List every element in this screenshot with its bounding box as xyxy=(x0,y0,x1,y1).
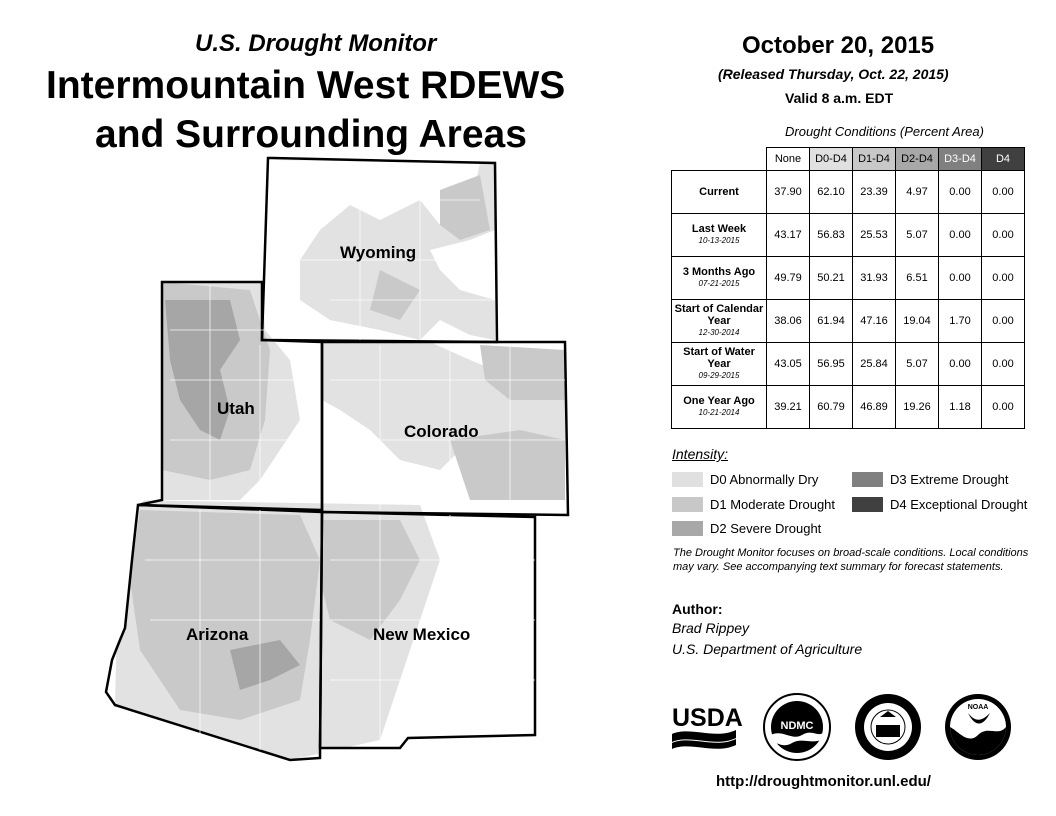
legend-item-d4 xyxy=(852,497,1027,512)
row-label-date: 12-30-2014 xyxy=(698,328,740,337)
row-label-date: 09-29-2015 xyxy=(698,371,740,380)
table-row xyxy=(672,214,1025,257)
drought-conditions-table xyxy=(671,147,1025,429)
legend-swatch-d4 xyxy=(852,497,883,512)
author-label: Author: xyxy=(672,601,723,617)
row-label xyxy=(672,257,767,300)
legend-label-d2: D2 Severe Drought xyxy=(710,521,822,536)
table-cell: 60.79 xyxy=(810,386,853,429)
author-name: Brad Rippey xyxy=(672,620,750,636)
row-label-date: 10-21-2014 xyxy=(698,408,740,417)
table-cell: 23.39 xyxy=(853,171,896,214)
state-label-wyoming: Wyoming xyxy=(340,243,417,262)
table-cell: 0.00 xyxy=(982,214,1025,257)
row-label-text: One Year Ago xyxy=(683,395,755,407)
col-header-d3-d4: D3-D4 xyxy=(939,148,982,171)
table-title: Drought Conditions (Percent Area) xyxy=(785,124,984,139)
table-cell: 37.90 xyxy=(767,171,810,214)
table-cell: 0.00 xyxy=(982,171,1025,214)
table-cell: 61.94 xyxy=(810,300,853,343)
table-row xyxy=(672,343,1025,386)
row-label-text: 3 Months Ago xyxy=(682,266,756,278)
table-cell: 0.00 xyxy=(982,386,1025,429)
legend-label-d4: D4 Exceptional Drought xyxy=(890,497,1028,512)
svg-text:NOAA: NOAA xyxy=(967,704,989,711)
table-cell: 62.10 xyxy=(810,171,853,214)
col-header-d2-d4: D2-D4 xyxy=(896,148,939,171)
legend-item-d0 xyxy=(672,472,818,487)
noaa-logo xyxy=(945,694,1011,760)
table-cell: 19.04 xyxy=(896,300,939,343)
row-label xyxy=(672,171,767,214)
col-header-d4: D4 xyxy=(982,148,1025,171)
map-date: October 20, 2015 xyxy=(742,32,935,59)
state-label-arizona: Arizona xyxy=(186,625,249,644)
table-cell: 50.21 xyxy=(810,257,853,300)
state-label-colorado: Colorado xyxy=(404,422,479,441)
row-label-text: Current xyxy=(699,186,739,198)
table-cell: 1.18 xyxy=(939,386,982,429)
col-header-d1-d4: D1-D4 xyxy=(853,148,896,171)
col-header-d0-d4: D0-D4 xyxy=(810,148,853,171)
table-row xyxy=(672,300,1025,343)
legend-label-d3: D3 Extreme Drought xyxy=(890,472,1009,487)
valid-time: Valid 8 a.m. EDT xyxy=(785,90,894,106)
table-cell: 47.16 xyxy=(853,300,896,343)
table-row xyxy=(672,171,1025,214)
table-cell: 5.07 xyxy=(896,343,939,386)
release-date: (Released Thursday, Oct. 22, 2015) xyxy=(718,66,949,82)
row-label xyxy=(672,214,767,257)
table-cell: 39.21 xyxy=(767,386,810,429)
ndmc-logo xyxy=(764,694,830,760)
row-label xyxy=(672,386,767,429)
row-label-text: Last Week xyxy=(691,223,747,235)
col-header-none: None xyxy=(767,148,810,171)
legend-item-d2 xyxy=(672,521,821,536)
legend-label-d1: D1 Moderate Drought xyxy=(710,497,836,512)
table-cell: 56.95 xyxy=(810,343,853,386)
table-cell: 49.79 xyxy=(767,257,810,300)
commerce-seal-logo xyxy=(855,694,921,760)
svg-text:NDMC: NDMC xyxy=(780,720,814,732)
table-cell: 0.00 xyxy=(939,343,982,386)
table-cell: 4.97 xyxy=(896,171,939,214)
legend-item-d3 xyxy=(852,472,1009,487)
table-cell: 0.00 xyxy=(939,257,982,300)
table-cell: 1.70 xyxy=(939,300,982,343)
legend-swatch-d1 xyxy=(672,497,703,512)
table-cell: 38.06 xyxy=(767,300,810,343)
row-label xyxy=(672,343,767,386)
table-cell: 56.83 xyxy=(810,214,853,257)
legend-swatch-d2 xyxy=(672,521,703,536)
table-cell: 25.84 xyxy=(853,343,896,386)
table-cell: 0.00 xyxy=(982,343,1025,386)
row-label-text: Start of Water Year xyxy=(683,346,755,370)
website-url[interactable]: http://droughtmonitor.unl.edu/ xyxy=(716,773,931,790)
legend-label-d0: D0 Abnormally Dry xyxy=(710,472,819,487)
row-label xyxy=(672,300,767,343)
usda-logo xyxy=(672,704,743,749)
table-cell: 0.00 xyxy=(939,171,982,214)
map-title-line-1: Intermountain West RDEWS xyxy=(46,64,566,107)
table-cell: 31.93 xyxy=(853,257,896,300)
state-label-utah: Utah xyxy=(217,399,255,418)
legend-swatch-d3 xyxy=(852,472,883,487)
table-cell: 6.51 xyxy=(896,257,939,300)
agency-logos xyxy=(670,690,1020,765)
drought-map xyxy=(0,150,600,770)
table-header-row xyxy=(672,148,1025,171)
table-corner xyxy=(672,148,767,171)
row-label-date: 07-21-2015 xyxy=(698,279,740,288)
table-row xyxy=(672,386,1025,429)
state-label-new-mexico: New Mexico xyxy=(373,625,471,644)
disclaimer-note: The Drought Monitor focuses on broad-scale conditions. Local conditions may vary. See accompanying text summary for forecast statements. xyxy=(673,547,1029,573)
table-cell: 0.00 xyxy=(982,257,1025,300)
table-cell: 25.53 xyxy=(853,214,896,257)
author-organization: U.S. Department of Agriculture xyxy=(672,641,863,657)
map-title-line-2: and Surrounding Areas xyxy=(95,113,527,156)
table-cell: 0.00 xyxy=(939,214,982,257)
row-label-date: 10-13-2015 xyxy=(698,236,740,245)
table-cell: 5.07 xyxy=(896,214,939,257)
legend-title: Intensity: xyxy=(672,446,729,462)
table-cell: 0.00 xyxy=(982,300,1025,343)
table-cell: 43.05 xyxy=(767,343,810,386)
table-cell: 43.17 xyxy=(767,214,810,257)
svg-text:USDA: USDA xyxy=(672,704,743,732)
legend-swatch-d0 xyxy=(672,472,703,487)
table-cell: 19.26 xyxy=(896,386,939,429)
table-row xyxy=(672,257,1025,300)
legend-item-d1 xyxy=(672,497,835,512)
row-label-text: Start of Calendar Year xyxy=(674,303,764,327)
pre-title: U.S. Drought Monitor xyxy=(195,30,437,57)
table-cell: 46.89 xyxy=(853,386,896,429)
